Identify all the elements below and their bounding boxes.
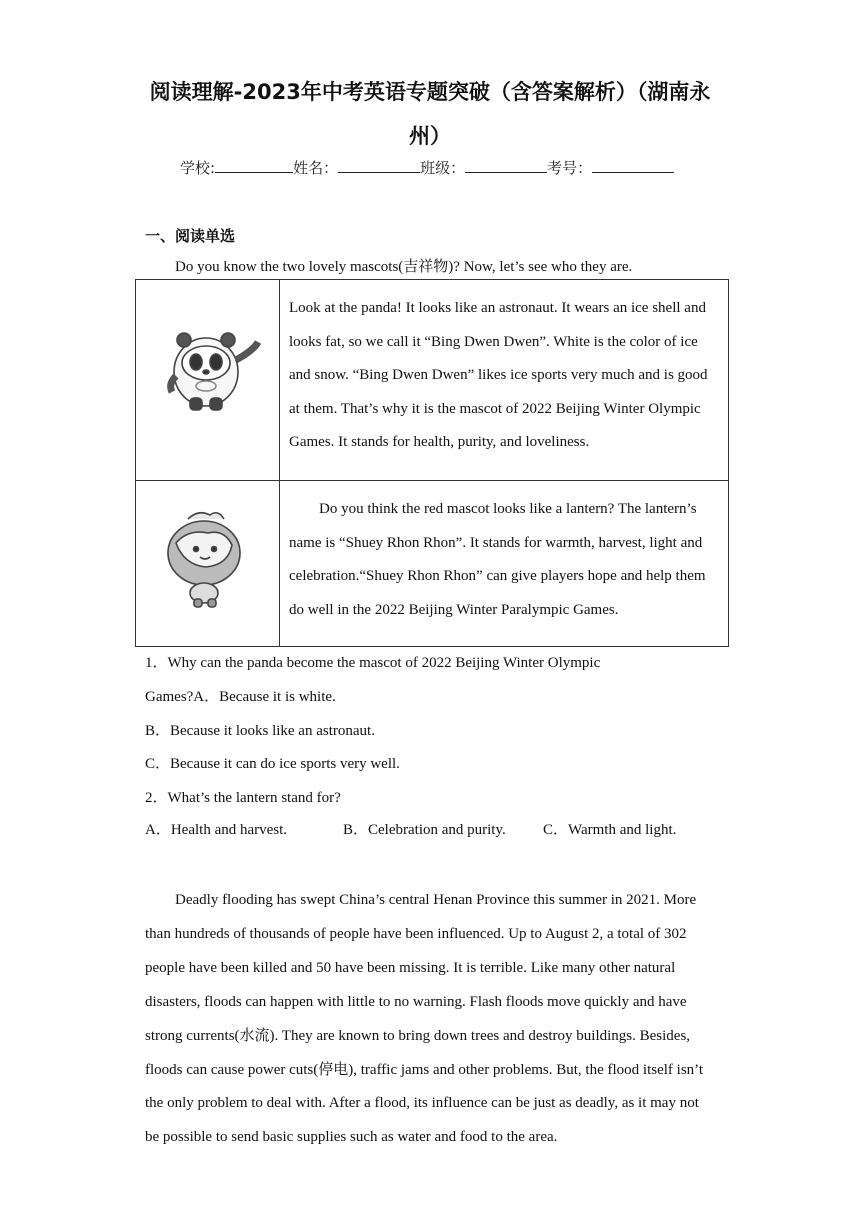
mascot-image-cell [136, 481, 280, 647]
exam-no-blank[interactable] [592, 158, 674, 173]
mascot-table [135, 279, 729, 647]
reading-passage-2: Deadly flooding has swept China’s central Henan Province this summer in 2021. More than hundreds of thousands of people have been influenced. Up to August 2, a total of 302 people have been killed and 50 have been missing. It is terrible. Like many other natural disasters, floods can happen with little to no warning. Flash floods move quickly and have strong currents(水流). They are known to bring down trees and destroy buildings. Besides, floods can cause power cuts(停电), traffic jams and other problems. But, the flood itself isn’t the only problem to deal with. After a flood, its influence can be just as deadly, as it may not be possible to send basic supplies such as water and food to the area. [145, 892, 704, 1146]
class-blank[interactable] [465, 158, 547, 173]
exam-no-label: 考号： [547, 159, 593, 177]
school-blank[interactable] [215, 158, 293, 173]
student-info-line [180, 157, 674, 178]
section-heading: 一、阅读单选 [145, 227, 236, 245]
question-1-option-a[interactable]: Games?A．Because it is white. [145, 689, 336, 705]
name-blank[interactable] [338, 158, 420, 173]
shuey-rhon-rhon-lantern-icon [136, 481, 279, 626]
bing-dwen-dwen-panda-icon [136, 280, 279, 460]
mascot-description-bing-dwen-dwen: Look at the panda! It looks like an astronaut. It wears an ice shell and looks fat, so we call it “Bing Dwen Dwen”. White is the color of ice and snow. “Bing Dwen Dwen” likes ice sports very much and is good at them. That’s why it is the mascot of 2022 Beijing Winter Olympic Games. It stands for health, purity, and loveliness. [280, 280, 729, 481]
school-label: 学校: [180, 159, 216, 177]
mascot-image-cell [136, 280, 280, 481]
question-2: 2．What’s the lantern stand for? [145, 790, 341, 806]
question-2-option-a[interactable]: A．Health and harvest. [145, 822, 288, 838]
question-1: 1．Why can the panda become the mascot of 2022 Beijing Winter Olympic [145, 655, 601, 671]
class-label: 班级： [420, 159, 466, 177]
question-2-option-c[interactable]: C．Warmth and light. [543, 822, 677, 838]
name-label: 姓名： [293, 159, 339, 177]
document-title: 阅读理解-2023年中考英语专题突破（含答案解析）（湖南永 [149, 80, 711, 104]
document-title-continued: 州） [409, 124, 451, 148]
question-1-option-b[interactable]: B．Because it looks like an astronaut. [145, 723, 375, 739]
mascot-description-shuey-rhon-rhon: Do you think the red mascot looks like a lantern? The lantern’s name is “Shuey Rhon Rhon”. It stands for warmth, harvest, light and celebration.“Shuey Rhon Rhon” can give players hope and help them do well in the 2022 Beijing Winter Paralympic Games. [280, 481, 729, 647]
question-1-option-c[interactable]: C．Because it can do ice sports very well. [145, 756, 400, 772]
intro-text: Do you know the two lovely mascots(吉祥物)? Now, let’s see who they are. [175, 259, 633, 275]
question-2-option-b[interactable]: B．Celebration and purity. [343, 822, 506, 838]
